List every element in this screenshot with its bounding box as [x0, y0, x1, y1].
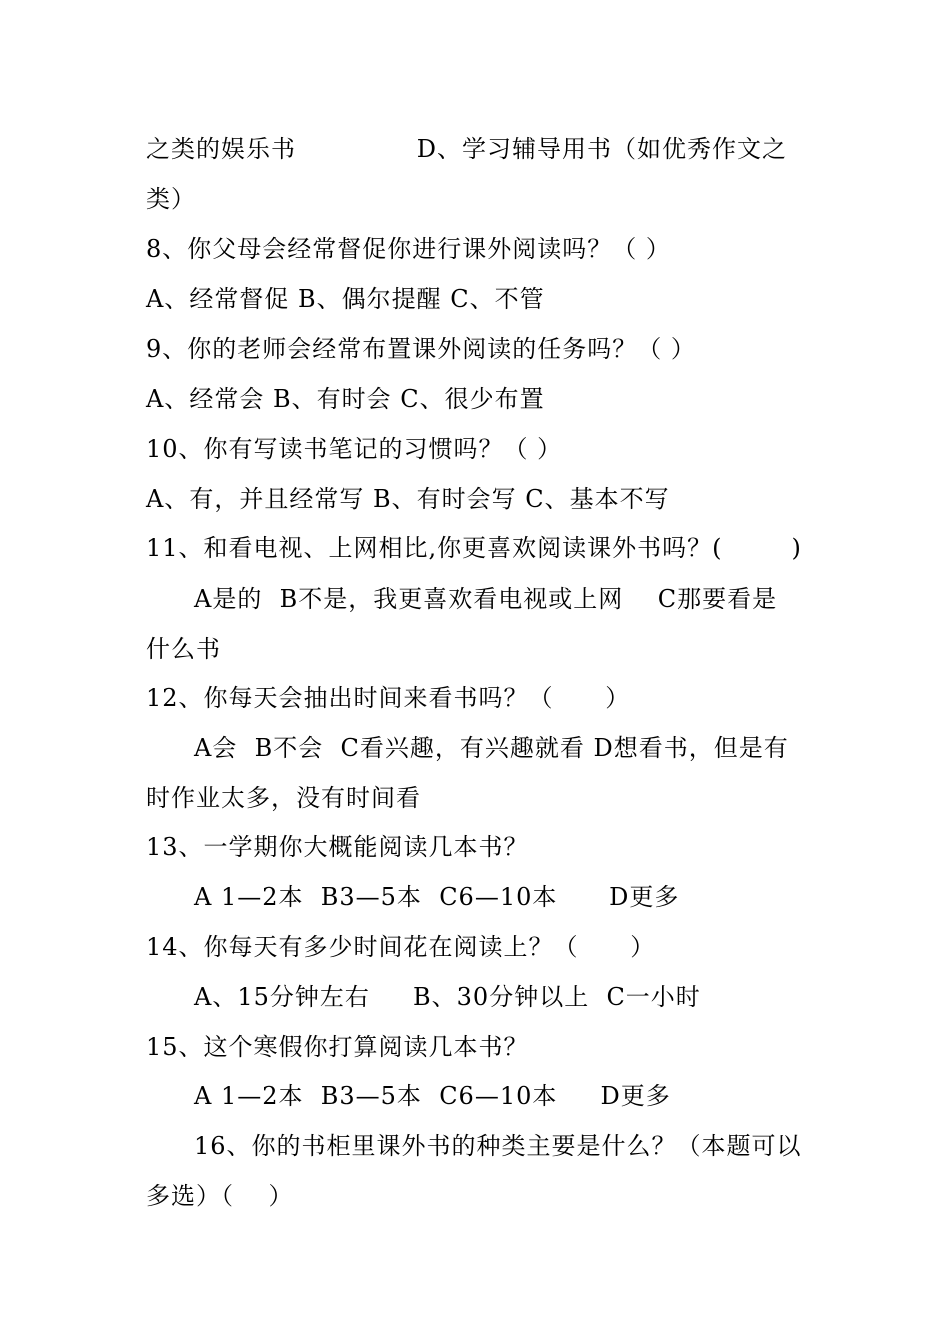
text-line: 之类的娱乐书 D、学习辅导用书（如优秀作文之	[146, 135, 788, 163]
question-15-options: A 1—2本 B3—5本 C6—10本 D更多	[194, 1082, 671, 1110]
question-12-options: A会 B不会 C看兴趣，有兴趣就看 D想看书，但是有	[194, 734, 789, 762]
question-15: 15、这个寒假你打算阅读几本书？	[146, 1033, 529, 1061]
question-12: 12、你每天会抽出时间来看书吗？（ ）	[146, 684, 631, 712]
question-8: 8、你父母会经常督促你进行课外阅读吗？（ ）	[146, 235, 671, 263]
question-14-options: A、15分钟左右 B、30分钟以上 C一小时	[194, 983, 701, 1011]
question-8-options: A、经常督促 B、偶尔提醒 C、不管	[146, 285, 545, 313]
question-14: 14、你每天有多少时间花在阅读上？（ ）	[146, 933, 656, 961]
question-11-options-cont: 什么书	[146, 635, 221, 663]
question-16-cont: 多选）（ ）	[146, 1182, 294, 1210]
question-12-options-cont: 时作业太多，没有时间看	[146, 784, 421, 812]
question-16: 16、你的书柜里课外书的种类主要是什么？（本题可以	[194, 1132, 802, 1160]
question-10: 10、你有写读书笔记的习惯吗？（ ）	[146, 435, 563, 463]
text-line: 类）	[146, 185, 196, 213]
question-13: 13、一学期你大概能阅读几本书？	[146, 833, 529, 861]
question-10-options: A、有，并且经常写 B、有时会写 C、基本不写	[146, 485, 670, 513]
question-9: 9、你的老师会经常布置课外阅读的任务吗？（ ）	[146, 335, 696, 363]
question-9-options: A、经常会 B、有时会 C、很少布置	[146, 385, 545, 413]
question-11-options: A是的 B不是，我更喜欢看电视或上网 C那要看是	[194, 585, 778, 613]
question-11: 11、和看电视、上网相比,你更喜欢阅读课外书吗？( )	[146, 534, 802, 562]
question-13-options: A 1—2本 B3—5本 C6—10本 D更多	[194, 883, 680, 911]
